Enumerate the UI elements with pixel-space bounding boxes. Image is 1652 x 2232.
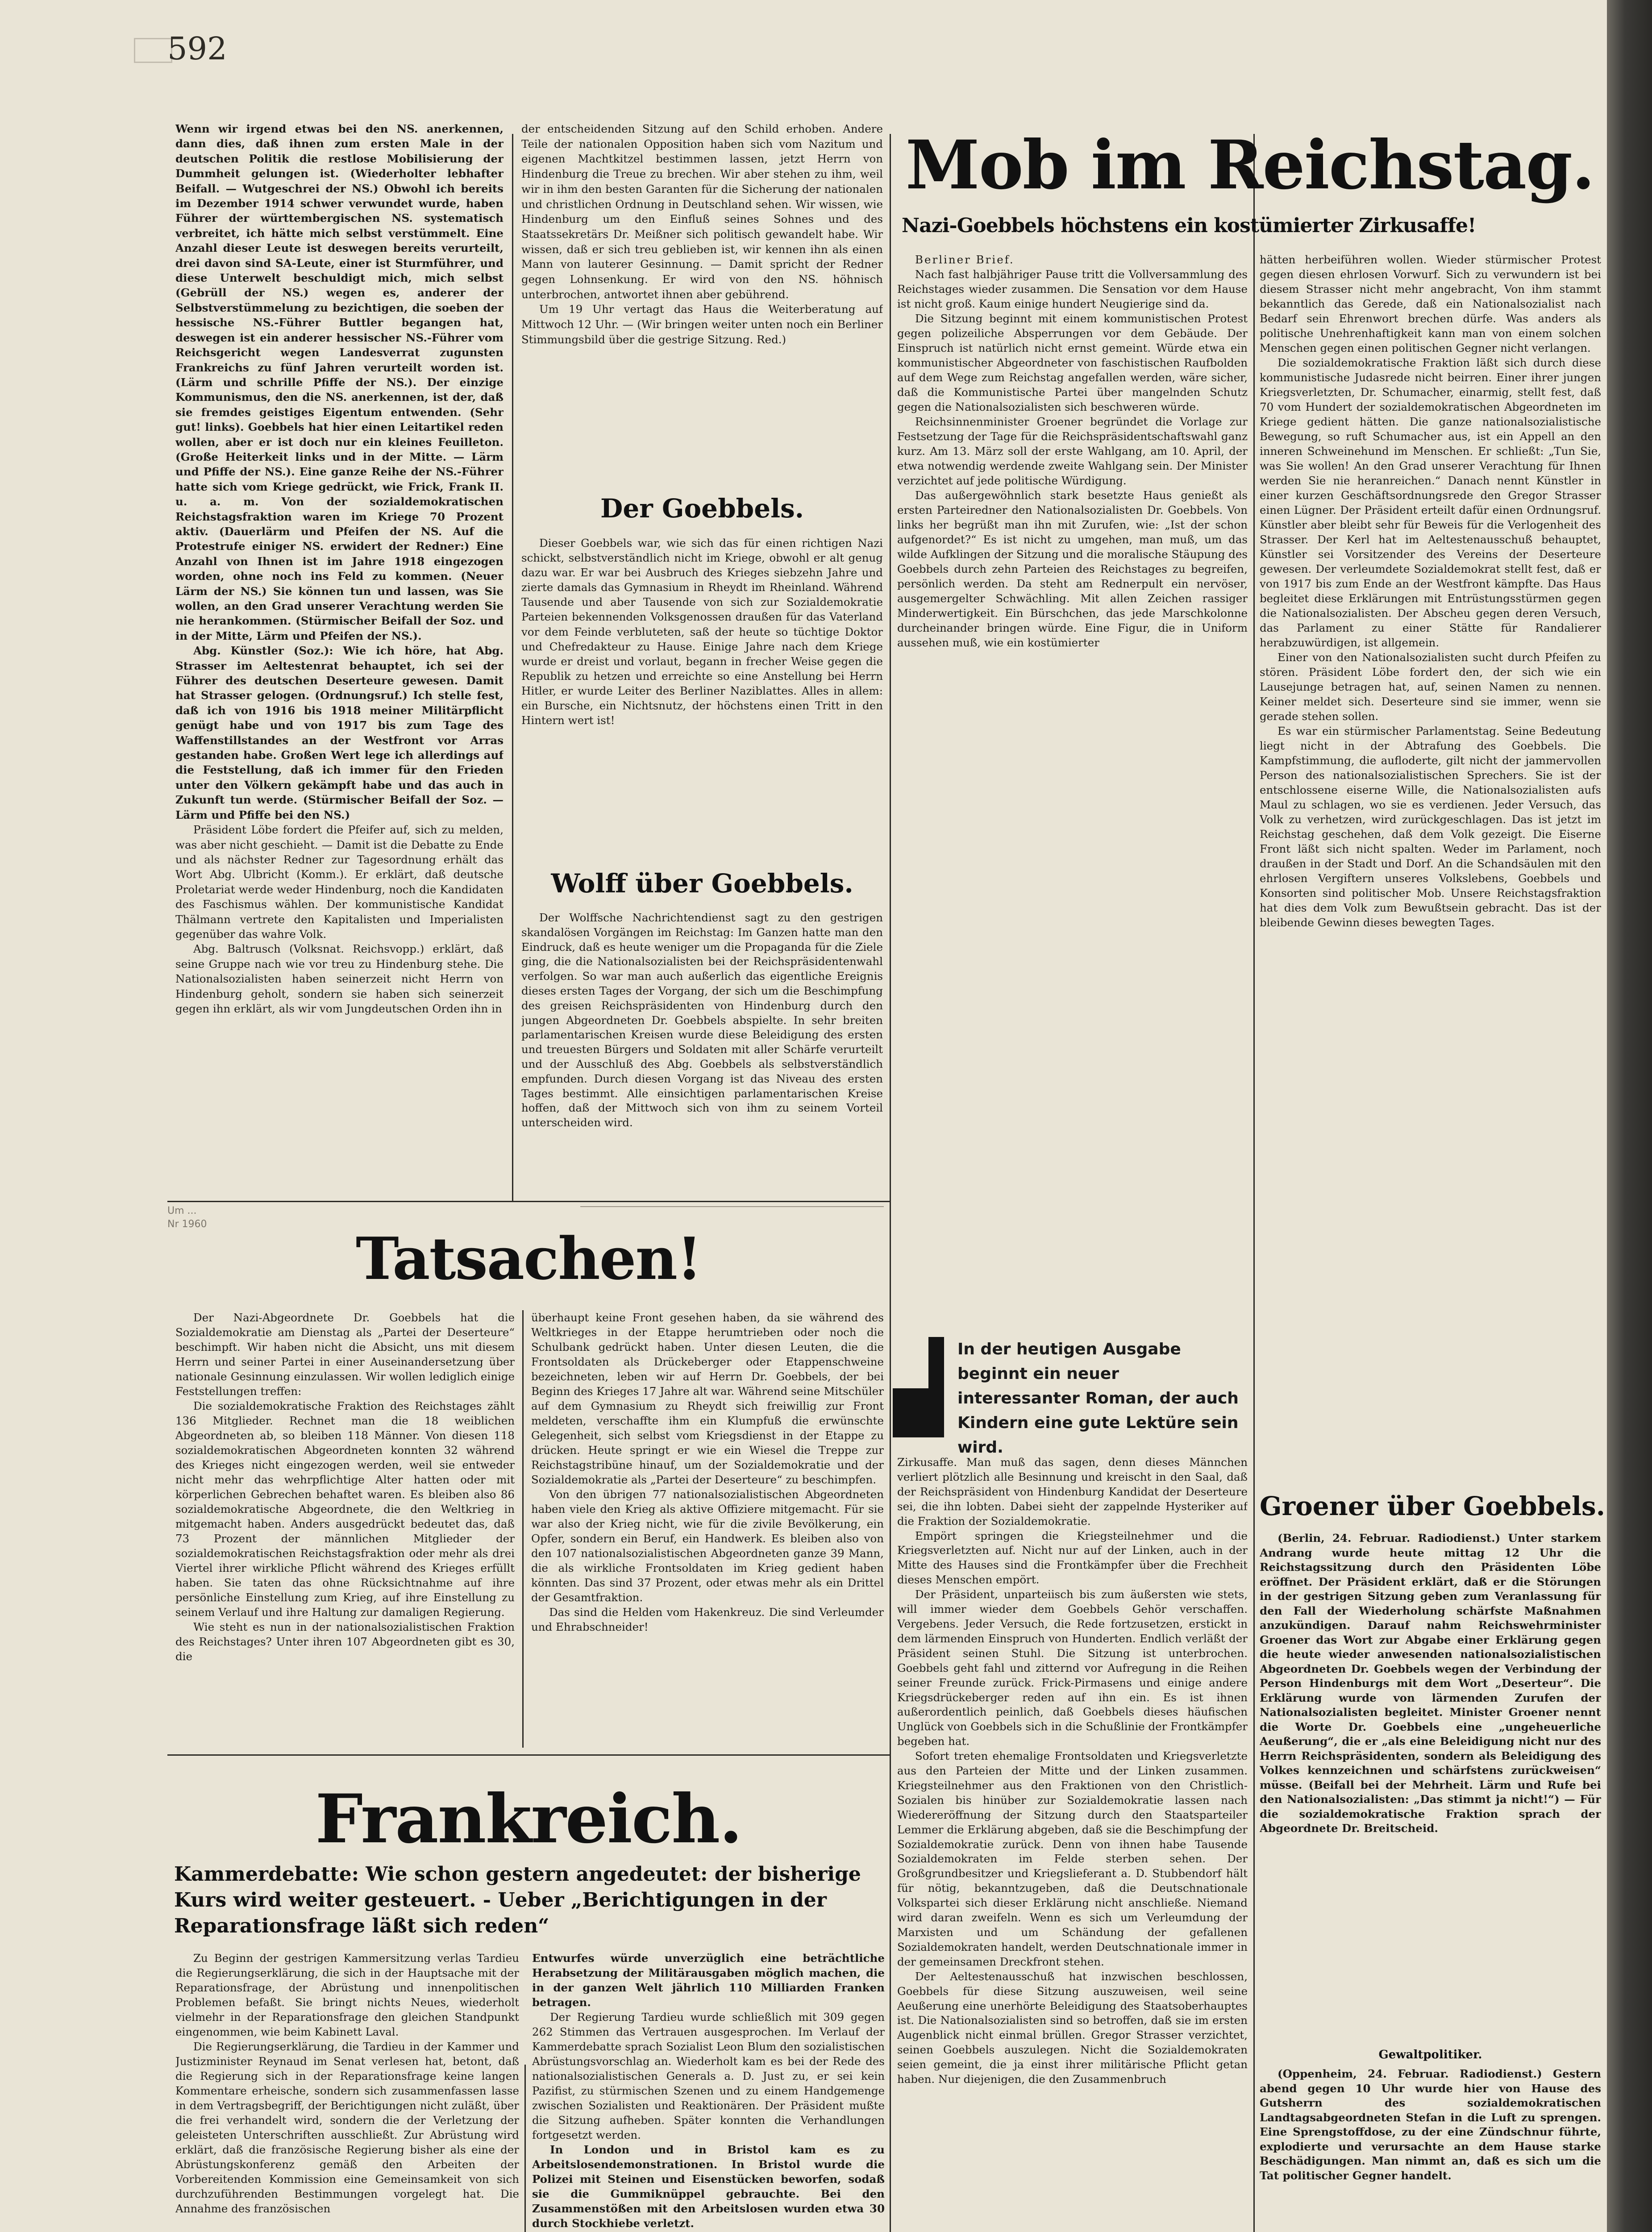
paragraph: Es war ein stürmischer Parlamentstag. Seine Bedeutung liegt nicht in der Abtrafung des Goebbels. Die Kampfstimmung, die aufloderte, gilt nicht der jammervollen Person des nationalsozialistischen Sprechers. Sie ist der entschlossene eiserne Wille, die Nationalsozialisten aufs Maul zu schlagen, wo sie es verdienen. Jeder Versuch, das Volk zu verhetzen, wird zurückgeschlagen. Das ist jetzt im Reichstag geschehen, daß dem Volk gezeigt. Die Eiserne Front läßt sich nicht spalten. Weder im Parlament, noch draußen in der Stadt und Dorf. An die Schandsäulen mit den ehrlosen Vergiftern unseres Volkslebens, Goebbels und Konsorten sind politischer Mob. Unsere Reichstagsfraktion hat dies dem Volk zum Bewußtsein gebracht. Das ist der bleibende Gewinn dieses bewegten Tages. [1260,725,1601,929]
headline-frankreich: Frankreich. [315,1780,742,1858]
paragraph: Zirkusaffe. Man muß das sagen, denn dieses Männchen verliert plötzlich alle Besinnung und kreischt in den Saal, daß der Reichspräsident von Hindenburg Kandidat der Deserteure sei, die ihn lobten. Dabei sieht der zappelnde Hysteriker auf die Fraktion der Sozialdemokratie. [897,1456,1248,1528]
paragraph: Einer von den Nationalsozialisten sucht durch Pfeifen zu stören. Präsident Löbe fordert den, der sich wie ein Lausejunge betragen hat, auf, seinen Namen zu nennen. Keiner meldet sich. Deserteure sind sie immer, wenn sie gerade stehen sollen. [1260,651,1601,723]
column-d-gewalt [1260,2067,1601,2232]
paragraph: Berliner Brief. [915,253,1015,266]
section-rule [167,1201,890,1202]
paragraph: Die sozialdemokratische Fraktion läßt sich durch diese kommunistische Judasrede nicht beirren. Einer ihrer jungen Kriegsverletzten, Dr. Schumacher, einarmig, stellt fest, daß 70 vom Hundert der sozialdemokratischen Abgeordneten im Kriege gedient hätten. Die ganze nationalsozialistische Bewegung, so ruft Schumacher aus, ist ein Appell an den inneren Schweinehund im Menschen. Er schließt: „Tun Sie, was Sie wollen! An den Grad unserer Verachtung für Ihnen werden Sie nie heranreichen.“ Danach nennt Künstler in einer kurzen Geschäftsordnungsrede den Gregor Strasser einen Lügner. Der Präsident erteilt dafür einen Ordnungsruf. Künstler aber bleibt sehr für Beweis für die Verlogenheit des Strasser. Der Kerl hat im Aeltestenausschuß behauptet, Künstler sei Vorsitzender des Vereins der Deserteure gewesen. Der verleumdete Sozialdemokrat stellt fest, daß er von 1917 bis zum Ende an der Westfront kämpfte. Das Haus begleitet diese Erklärungen mit Entrüstungsstürmen gegen die Nationalsozialisten. Der Abscheu gegen deren Versuch, das Parlament zu einer Stätte für Randalierer herabzuwürdigen, ist allgemein. [1260,356,1601,649]
paragraph: hätten herbeiführen wollen. Wieder stürmischer Protest gegen diesen ehrlosen Vorwurf. Sich zu verwundern ist bei diesem Strasser nicht mehr angebracht, Von ihm stammt bekanntlich das Gerede, daß ein Nationalsozialist nach Bedarf sein Ehrenwort brechen dürfe. Was anders als politische Unehrenhaftigkeit kann man von einem solchen Menschen gegen einen politischen Gegner nicht verlangen. [1260,253,1601,354]
paragraph: Der Aeltestenausschuß hat inzwischen beschlossen, Goebbels für diese Sitzung auszuweisen, weil seine Aeußerung eine unerhörte Beleidigung des Staatsoberhauptes ist. Die Nationalsozialisten sind so betroffen, daß sie im ersten Augenblick nicht einmal brüllen. Gregor Strasser verzichtet, seinen Goebbels auszulegen. Nicht die Sozialdemokraten seien gemeint, die ja einst ihrer militärische Pflicht getan haben. Nur diejenigen, die den Zusammenbruch [897,1970,1248,2086]
paragraph: Präsident Löbe fordert die Pfeifer auf, sich zu melden, was aber nicht geschieht. — Damit ist die Debatte zu Ende und als nächster Redner zur Tagesordnung erhält das Wort Abg. Ulbricht (Komm.). Er erklärt, daß deutsche Proletariat werde weder Hindenburg, noch die Kandidaten des Faschismus wählen. Der kommunistische Kandidat Thälmann vertrete den Kapitalisten und Imperialisten gegenüber das wahre Volk. [175,823,504,941]
paragraph: (Berlin, 24. Februar. Radiodienst.) Unter starkem Andrang wurde heute mittag 12 Uhr die Reichstagssitzung durch den Präsidenten Löbe eröffnet. Der Präsident erklärt, daß er die Störungen in der gestrigen Sitzung geben zum Veranlassung für den Fall der Wiederholung schärfste Maßnahmen anzukündigen. Darauf nahm Reichswehrminister Groener das Wort zur Abgabe einer Erklärung gegen die heute wieder anwesenden nationalsozialistischen Abgeordneten Dr. Goebbels wegen der Verbindung der Person Hindenburgs mit dem Wort „Deserteur“. Die Erklärung wurde von lärmenden Zurufen der Nationalsozialisten begleitet. Minister Groener nennt die Worte Dr. Goebbels eine „ungeheuerliche Aeußerung“, die er „als eine Beleidigung nicht nur des Herrn Reichspräsidenten, sondern als Beleidigung des Volkes kennzeichnen und schärfstens zurückweisen“ müsse. (Beifall bei der Mehrheit. Lärm und Rufe bei den Nationalsozialisten: „Das stimmt ja nicht!“) — Für die sozialdemokratische Fraktion sprach der Abgeordnete Dr. Breitscheid. [1260,1532,1601,1835]
paragraph: Die Sitzung beginnt mit einem kommunistischen Protest gegen polizeiliche Absperrungen vor dem Gebäude. Der Einspruch ist natürlich nicht ernst gemeint. Würde etwa ein kommunistischer Abgeordneter von faschistischen Raufbolden auf dem Wege zum Reichstag angefallen werden, wäre sicher, daß die Kommunistische Partei über mangelnden Schutz gegen die Nationalsozialisten sich beschweren würde. [897,312,1248,413]
stamp-text: Um ... [167,1205,197,1216]
column-b [521,121,883,483]
paragraph: Die Regierungserklärung, die Tardieu in der Kammer und Justizminister Reynaud im Senat verlesen hat, betont, daß die Regierung sich in der Reparationsfrage keine langen Kommentare erheische, sondern sich zusammenfassen lasse in dem Vertragsbegriff, der Berichtigungen nicht zuläßt, über die frei verhandelt wird, sondern die der Verletzung der geleisteten Unterschriften ausschließt. Zur Abrüstung wird erklärt, daß die französische Regierung bisher als eine der Abrüstungskonferenz gemäß den Arbeiten der Vorbereitenden Kommission eine Gemeinsamkeit von sich durchzuführenden Bestimmungen vorgelegt hat. Die Annahme des französischen [175,2040,519,2215]
heading-gewaltpolitiker: Gewaltpolitiker. [1378,2048,1482,2061]
paragraph: Der Regierung Tardieu wurde schließlich mit 309 gegen 262 Stimmen das Vertrauen ausgesprochen. Im Verlauf der Kammerdebatte sprach Sozialist Leon Blum den sozialistischen Abrüstungsvorschlag an. Wiederholt kam es bei der Rede des nationalsozialistischen Generals a. D. Just zu, er sei kein Pazifist, zu stürmischen Szenen und zu einem Handgemenge zwischen Sozialisten und Reaktionären. Der Präsident mußte die Sitzung aufheben. Später konnten die Verhandlungen fortgesetzt werden. [532,2011,885,2141]
heading-wolff: Wolff über Goebbels. [551,868,853,899]
column-d-groener [1260,1531,1601,2040]
paragraph: Um 19 Uhr vertagt das Haus die Weiterberatung auf Mittwoch 12 Uhr. — (Wir bringen weiter unten noch ein Berliner Stimmungsbild über die gestrige Sitzung. Red.) [521,303,883,346]
column-d [1260,252,1601,1478]
paragraph: Die sozialdemokratische Fraktion des Reichstages zählt 136 Mitglieder. Rechnet man die 18 weiblichen Abgeordneten ab, so bleiben 118 Männer. Von diesen 118 sozialdemokratischen Abgeordneten konnten 32 während des Krieges nicht eingezogen werden, weil sie entweder nicht mehr das wehrpflichtige Alter hatten oder mit körperlichen Gebrechen behaftet waren. Es bleiben also 86 sozialdemokratische Abgeordnete, die den Weltkrieg in mitgemacht haben. Anders ausgedrückt bedeutet das, daß 73 Prozent der männlichen Mitglieder der sozialdemokratischen Reichstagsfraktion oder mehr als drei Viertel ihrer wirkliche Pflicht während des Krieges erfüllt haben. Sie taten das ohne Rücksichtnahme auf ihre persönliche Einstellung zum Krieg, auf ihre Einstellung zu seinem Verlauf und ihre Haltung zur damaligen Regierung. [175,1399,515,1619]
headline-mob-im-reichstag: Mob im Reichstag. [905,126,1594,204]
column-rule [890,134,891,1397]
heading-der-goebbels: Der Goebbels. [600,493,804,524]
ad-block-decoration [928,1337,944,1437]
paragraph: Der Wolffsche Nachrichtendienst sagt zu den gestrigen skandalösen Vorgängen im Reichstag: Im Ganzen hatte man den Eindruck, daß es heute weniger um die Propaganda für die Ziele ging, die die Nationalsozialisten bei der Reichspräsidentenwahl verfolgen. So war man auch außerlich das eigentliche Ereignis dieses ersten Tages der Vorgang, der sich um die Beschimpfung des greisen Reichspräsidenten von Hindenburg durch den jungen Abgeordneten Dr. Goebbels abspielte. In sehr breiten parlamentarischen Kreisen wurde diese Beleidigung des ersten und treuesten Bürgers und Soldaten mit aller Schärfe verurteilt und der Ausschluß des Abg. Goebbels als selbstverständlich empfunden. Durch diesen Vorgang ist das Niveau des ersten Tages bestimmt. Alle einsichtigen parlamentarischen Kreise hoffen, daß der Mittwoch sich von ihm zu seinem Vorteil unterscheiden wird. [521,911,883,1129]
heading-groener: Groener über Goebbels. [1260,1491,1605,1521]
paragraph: überhaupt keine Front gesehen haben, da sie während des Weltkrieges in der Etappe herumtrieben oder noch die Schulbank gedrückt haben. Unter diesen Leuten, die die Frontsoldaten als Drückeberger oder Etappenschweine bezeichneten, leben wir auf Herrn Dr. Goebbels, der bei Beginn des Krieges 17 Jahre alt war. Während seine Mitschüler auf dem Gymnasium zu Rheydt sich freiwillig zur Front meldeten, verschaffte ihm ein Klumpfuß die erwünschte Gelegenheit, sich selbst vom Kriegsdienst in der Etappe zu drücken. Heute springt er wie ein Wiesel die Treppe zur Reichstagstribüne hinauf, um der Sozialdemokratie und der Sozialdemokratie als „Partei der Deserteure“ zu beschimpfen. [531,1311,884,1486]
stamp-line [580,1206,884,1207]
paragraph: Empört springen die Kriegsteilnehmer und die Kriegsverletzten auf. Nicht nur auf der Linken, auch in der Mitte des Hauses sind die Frontkämpfer über die Frechheit dieses Menschen empört. [897,1529,1248,1587]
paragraph: Das sind die Helden vom Hakenkreuz. Die sind Verleumder und Ehrabschneider! [531,1606,884,1633]
subheadline-kammerdebatte: Kammerdebatte: Wie schon gestern angedeutet: der bisherige Kurs wird weiter gesteuert. - Ueber „Berichtigungen in der Reparationsfrage läßt sich reden“ [174,1863,861,1937]
column-c [897,252,1248,1324]
stamp-text: Nr 1960 [167,1219,207,1230]
column-b-goebbels [521,536,883,848]
column-rule [1253,134,1255,2232]
column-rule [890,1310,891,2232]
column-rule [522,1310,524,1748]
paragraph: In London und in Bristol kam es zu Arbeitslosendemonstrationen. In Bristol wurde die Polizei mit Steinen und Eisenstücken beworfen, sodaß sie die Gummiknüppel gebrauchte. Bei den Zusammenstößen mit den Arbeitslosen wurden etwa 30 durch Stockhiebe verletzt. [532,2143,885,2230]
paragraph: Zu Beginn der gestrigen Kammersitzung verlas Tardieu die Regierungserklärung, die sich in der Hauptsache mit der Reparationsfrage, der Abrüstung und innenpolitischen Problemen befaßt. Sie bringt nichts Neues, wiederholt vielmehr in der Reparationsfrage den gleichen Standpunkt eingenommen, wie beim Kabinett Laval. [175,1952,519,2038]
column-g [897,1455,1248,2232]
paragraph: Der Präsident, unparteiisch bis zum äußersten wie stets, will immer wieder dem Goebbels Gehör verschaffen. Vergebens. Jeder Versuch, die Rede fortzusetzen, erstickt in dem lärmenden Einspruch von Hunderten. Endlich verläßt der Präsident seinen Stuhl. Die Sitzung ist unterbrochen. Goebbels geht fahl und zitternd vor Aufregung in die Reihen seiner Freunde zurück. Frick-Pirmasens und einige andere Kriegsdrückeberger reden auf ihn ein. Es ist ihnen außerordentlich peinlich, daß Goebbels dieses häufischen Unglück von Goebbels sich in die Schußlinie der Frontkämpfer begeben hat. [897,1588,1248,1748]
column-h [175,1951,519,2232]
paragraph: Entwurfes würde unverzüglich eine beträchtliche Herabsetzung der Militärausgaben möglich machen, die in der ganzen Welt jährlich 110 Milliarden Franken betragen. [532,1952,885,2009]
paragraph: Reichsinnenminister Groener begründet die Vorlage zur Festsetzung der Tage für die Reichspräsidentschaftswahl ganz kurz. Am 13. März soll der erste Wahlgang, am 10. April, der etwa notwendig werdende zweite Wahlgang sein. Der Minister verzichtet auf jede politische Würdigung. [897,415,1248,487]
headline-tatsachen: Tatsachen! [356,1224,701,1293]
paragraph: Abg. Baltrusch (Volksnat. Reichsvopp.) erklärt, daß seine Gruppe nach wie vor treu zu Hindenburg stehe. Die Nationalsozialisten haben seinerzeit nicht Herrn von Hindenburg geholt, sondern sie haben sich seinerzeit gegen ihn erklärt, als wir vom Jungdeutschen Orden ihn in [175,942,504,1015]
column-i [532,1951,885,2232]
column-b-wolff [521,911,883,1196]
paragraph: (Oppenheim, 24. Februar. Radiodienst.) Gestern abend gegen 10 Uhr wurde hier von Hause des Gutsherrn des sozialdemokratischen Landtagsabgeordneten Stefan in die Luft zu sprengen. Eine Sprengstoffdose, zu der eine Zündschnur führte, explodierte und verursachte an dem Hause starke Beschädigungen. Man nimmt an, daß es sich um die Tat politischer Gegner handelt. [1260,2067,1601,2182]
library-stamp [134,38,172,63]
paragraph: Nach fast halbjähriger Pause tritt die Vollversammlung des Reichstages wieder zusammen. Die Sensation vor dem Hause ist nicht groß. Kaum einige hundert Neugierige sind da. [897,268,1248,310]
paragraph: Wie steht es nun in der nationalsozialistischen Fraktion des Reichstages? Unter ihren 107 Abgeordneten gibt es 30, die [175,1620,515,1663]
column-rule [524,2065,526,2232]
column-rule [512,134,513,1201]
section-rule [167,1754,890,1756]
column-e [175,1310,515,1752]
subheadline-zirkusaffe: Nazi-Goebbels höchstens ein kostümierter Zirkusaffe! [902,214,1476,237]
paragraph: Das außergewöhnlich stark besetzte Haus genießt als ersten Parteiredner den Nationalsozialisten Dr. Goebbels. Von links her begrüßt man ihn mit Zurufen, wie: „Ist der schon aufgenordet?“ Es ist nicht zu umgehen, man muß, um das wilde Aufklingen der Sitzung und die moralische Stäupung des Goebbels durch zehn Parteien des Reichstages zu begreifen, persönlich werden. Da steht am Rednerpult ein nervöser, ausgemergelter Schwächling. Mit allen Zeichen rassiger Minderwertigkeit. Ein Bürschchen, das jede Marschkolonne durcheinander bringen würde. Eine Figur, die in Uniform aussehen muß, wie ein kostümierter [897,489,1248,649]
paragraph: der entscheidenden Sitzung auf den Schild erhoben. Andere Teile der nationalen Opposition haben sich vom Nazitum und eigenen Machtkitzel bestimmen lassen, jetzt Herrn von Hindenburg die Treue zu brechen. Wir aber stehen zu ihm, weil wir in ihm den besten Garanten für die Sicherung der nationalen und christlichen Ordnung in Deutschland sehen. Wir wissen, wie Hindenburg um den Einfluß seines Sohnes und des Staatssekretärs Dr. Meißner sich politisch gewandelt habe. Wir wissen, daß er sich treu geblieben ist, wir kennen ihn als einen Mann von lauterer Gesinnung. — Damit spricht der Redner gegen Lohnsenkung. Er wird von den NS. höhnisch unterbrochen, antwortet ihnen aber gebührend. [521,122,883,301]
book-binding-edge [1607,0,1652,2232]
paragraph: Von den übrigen 77 nationalsozialistischen Abgeordneten haben viele den Krieg als aktive Offiziere mitgemacht. Für sie war also der Krieg nicht, wie für die zivile Bevölkerung, ein Opfer, sondern ein Beruf, ein Handwerk. Es bleiben also von den 107 nationalsozialistischen Abgeordneten ganze 39 Mann, die als wirkliche Frontsoldaten im Krieg gedient haben könnten. Das sind 37 Prozent, oder etwas mehr als ein Drittel der Gesamtfraktion. [531,1488,884,1604]
paragraph: Sofort treten ehemalige Frontsoldaten und Kriegsverletzte aus den Parteien der Mitte und der Linken zusammen. Kriegsteilnehmer aus den Fraktionen von den Christlich-Sozialen bis hinüber zur Sozialdemokratie lassen nach Wiedereröffnung der Sitzung durch den Staatsparteiler Lemmer die Erklärung abgeben, daß sie die Beschimpfung der Sozialdemokratie zurück. Denn von ihnen habe Tausende Sozialdemokraten im Felde sterben sehen. Der Großgrundbesitzer und Kriegslieferant a. D. Stubbendorf hält für nötig, bekanntzugeben, daß die Deutschnationale Volkspartei sich dieser Erklärung nicht anschließe. Niemand wird daran zweifeln. Wenn es sich um Verleumdung der Marxisten und um Schändung der gefallenen Sozialdemokraten handelt, werden Deutschnationale immer in der gemeinsamen Dreckfront stehen. [897,1749,1248,1968]
column-f [531,1310,884,1752]
paragraph: Dieser Goebbels war, wie sich das für einen richtigen Nazi schickt, selbstverständlich nicht im Kriege, obwohl er alt genug dazu war. Er war bei Ausbruch des Krieges siebzehn Jahre und zierte damals das Gymnasium in Rheydt im Rheinland. Während Tausende und aber Tausende von sich zur Sozialdemokratie Parteien bekennenden Volksgenossen draußen für das Vaterland vor dem Feinde verbluteten, saß der heute so tüchtige Doktor und Chefredakteur zu Hause. Einige Jahre nach dem Kriege wurde er dreist und vorlaut, begann in frecher Weise gegen die Republik zu hetzen und erreichte so eine Anstellung bei Herrn Hitler, er wurde Leiter des Berliner Naziblattes. Alles in allem: ein Bursche, ein Nichtsnutz, der höchstens einen Tritt in den Hintern wert ist! [521,537,883,727]
novel-announcement [893,1337,1245,1457]
paragraph: Wenn wir irgend etwas bei den NS. anerkennen, dann dies, daß ihnen zum ersten Male in der deutschen Politik die restlose Mobilisierung der Dummheit gelungen ist. (Wiederholter lebhafter Beifall. — Wutgeschrei der NS.) Obwohl ich bereits im Dezember 1914 schwer verwundet wurde, haben Führer der württembergischen NS. systematisch verbreitet, ich hätte mich selbst verstümmelt. Eine Anzahl dieser Leute ist deswegen bereits verurteilt, drei davon sind SA-Leute, einer ist Sturmführer, und diese Unterwelt beschuldigt mich, mich selbst (Gebrüll der NS.) wegen es, anderer der Selbstverstümmelung zu bezichtigen, die soeben der hessische NS.-Führer Buttler begangen hat, deswegen ist ein anderer hessischer NS.-Führer vom Reichsgericht wegen Landesverrat zugunsten Frankreichs zu fünf Jahren verurteilt worden ist. (Lärm und schrille Pfiffe der NS.). Der einzige Kommunismus, den die NS. anerkennen, ist der, daß sie fremdes geistiges Eigentum entwenden. (Sehr gut! links). Goebbels hat hier einen Leitartikel reden wollen, aber er ist doch nur ein kleines Feuilleton. (Große Heiterkeit links und in der Mitte. — Lärm und Pfiffe der NS.). Eine ganze Reihe der NS.-Führer hatte sich vom Kriege gedrückt, wie Frick, Frank II. u. a. m. Von der sozialdemokratischen Reichstagsfraktion waren im Kriege 70 Prozent aktiv. (Dauerlärm und Pfeifen der NS. Auf die Protestrufe einiger NS. erwidert der Redner:) Eine Anzahl von Ihnen ist im Jahre 1918 eingezogen worden, ohne noch ins Feld zu kommen. (Neuer Lärm der NS.) Sie können tun und lassen, was Sie wollen, an den Grad unserer Verachtung werden Sie nie herankommen. (Stürmischer Beifall der Soz. und in der Mitte, Lärm und Pfeifen der NS.). [175,122,504,642]
ad-text: In der heutigen Ausgabe beginnt ein neuer interessanter Roman, der auch Kindern eine gute Lektüre sein wird. [957,1340,1239,1457]
page-number: 592 [167,30,227,67]
column-a [175,121,504,1198]
paragraph: Abg. Künstler (Soz.): Wie ich höre, hat Abg. Strasser im Aeltestenrat behauptet, ich sei der Führer des deutschen Deserteure gewesen. Damit hat Strasser gelogen. (Ordnungsruf.) Ich stelle fest, daß ich von 1916 bis 1918 meiner Militärpflicht genügt habe und von 1917 bis zum Tage des Waffenstillstandes an der Westfront vor Arras gestanden habe. Großen Wert lege ich allerdings auf die Feststellung, daß ich immer für den Frieden unter den Völkern gekämpft habe und das auch in Zukunft tun werde. (Stürmischer Beifall der Soz. — Lärm und Pfiffe bei den NS.) [175,644,504,821]
paragraph: Der Nazi-Abgeordnete Dr. Goebbels hat die Sozialdemokratie am Dienstag als „Partei der Deserteure“ beschimpft. Wir haben nicht die Absicht, uns mit diesem Herrn und seiner Partei in einer Auseinandersetzung über nationale Gesinnung einzulassen. Wir wollen lediglich einige Feststellungen treffen: [175,1311,515,1398]
